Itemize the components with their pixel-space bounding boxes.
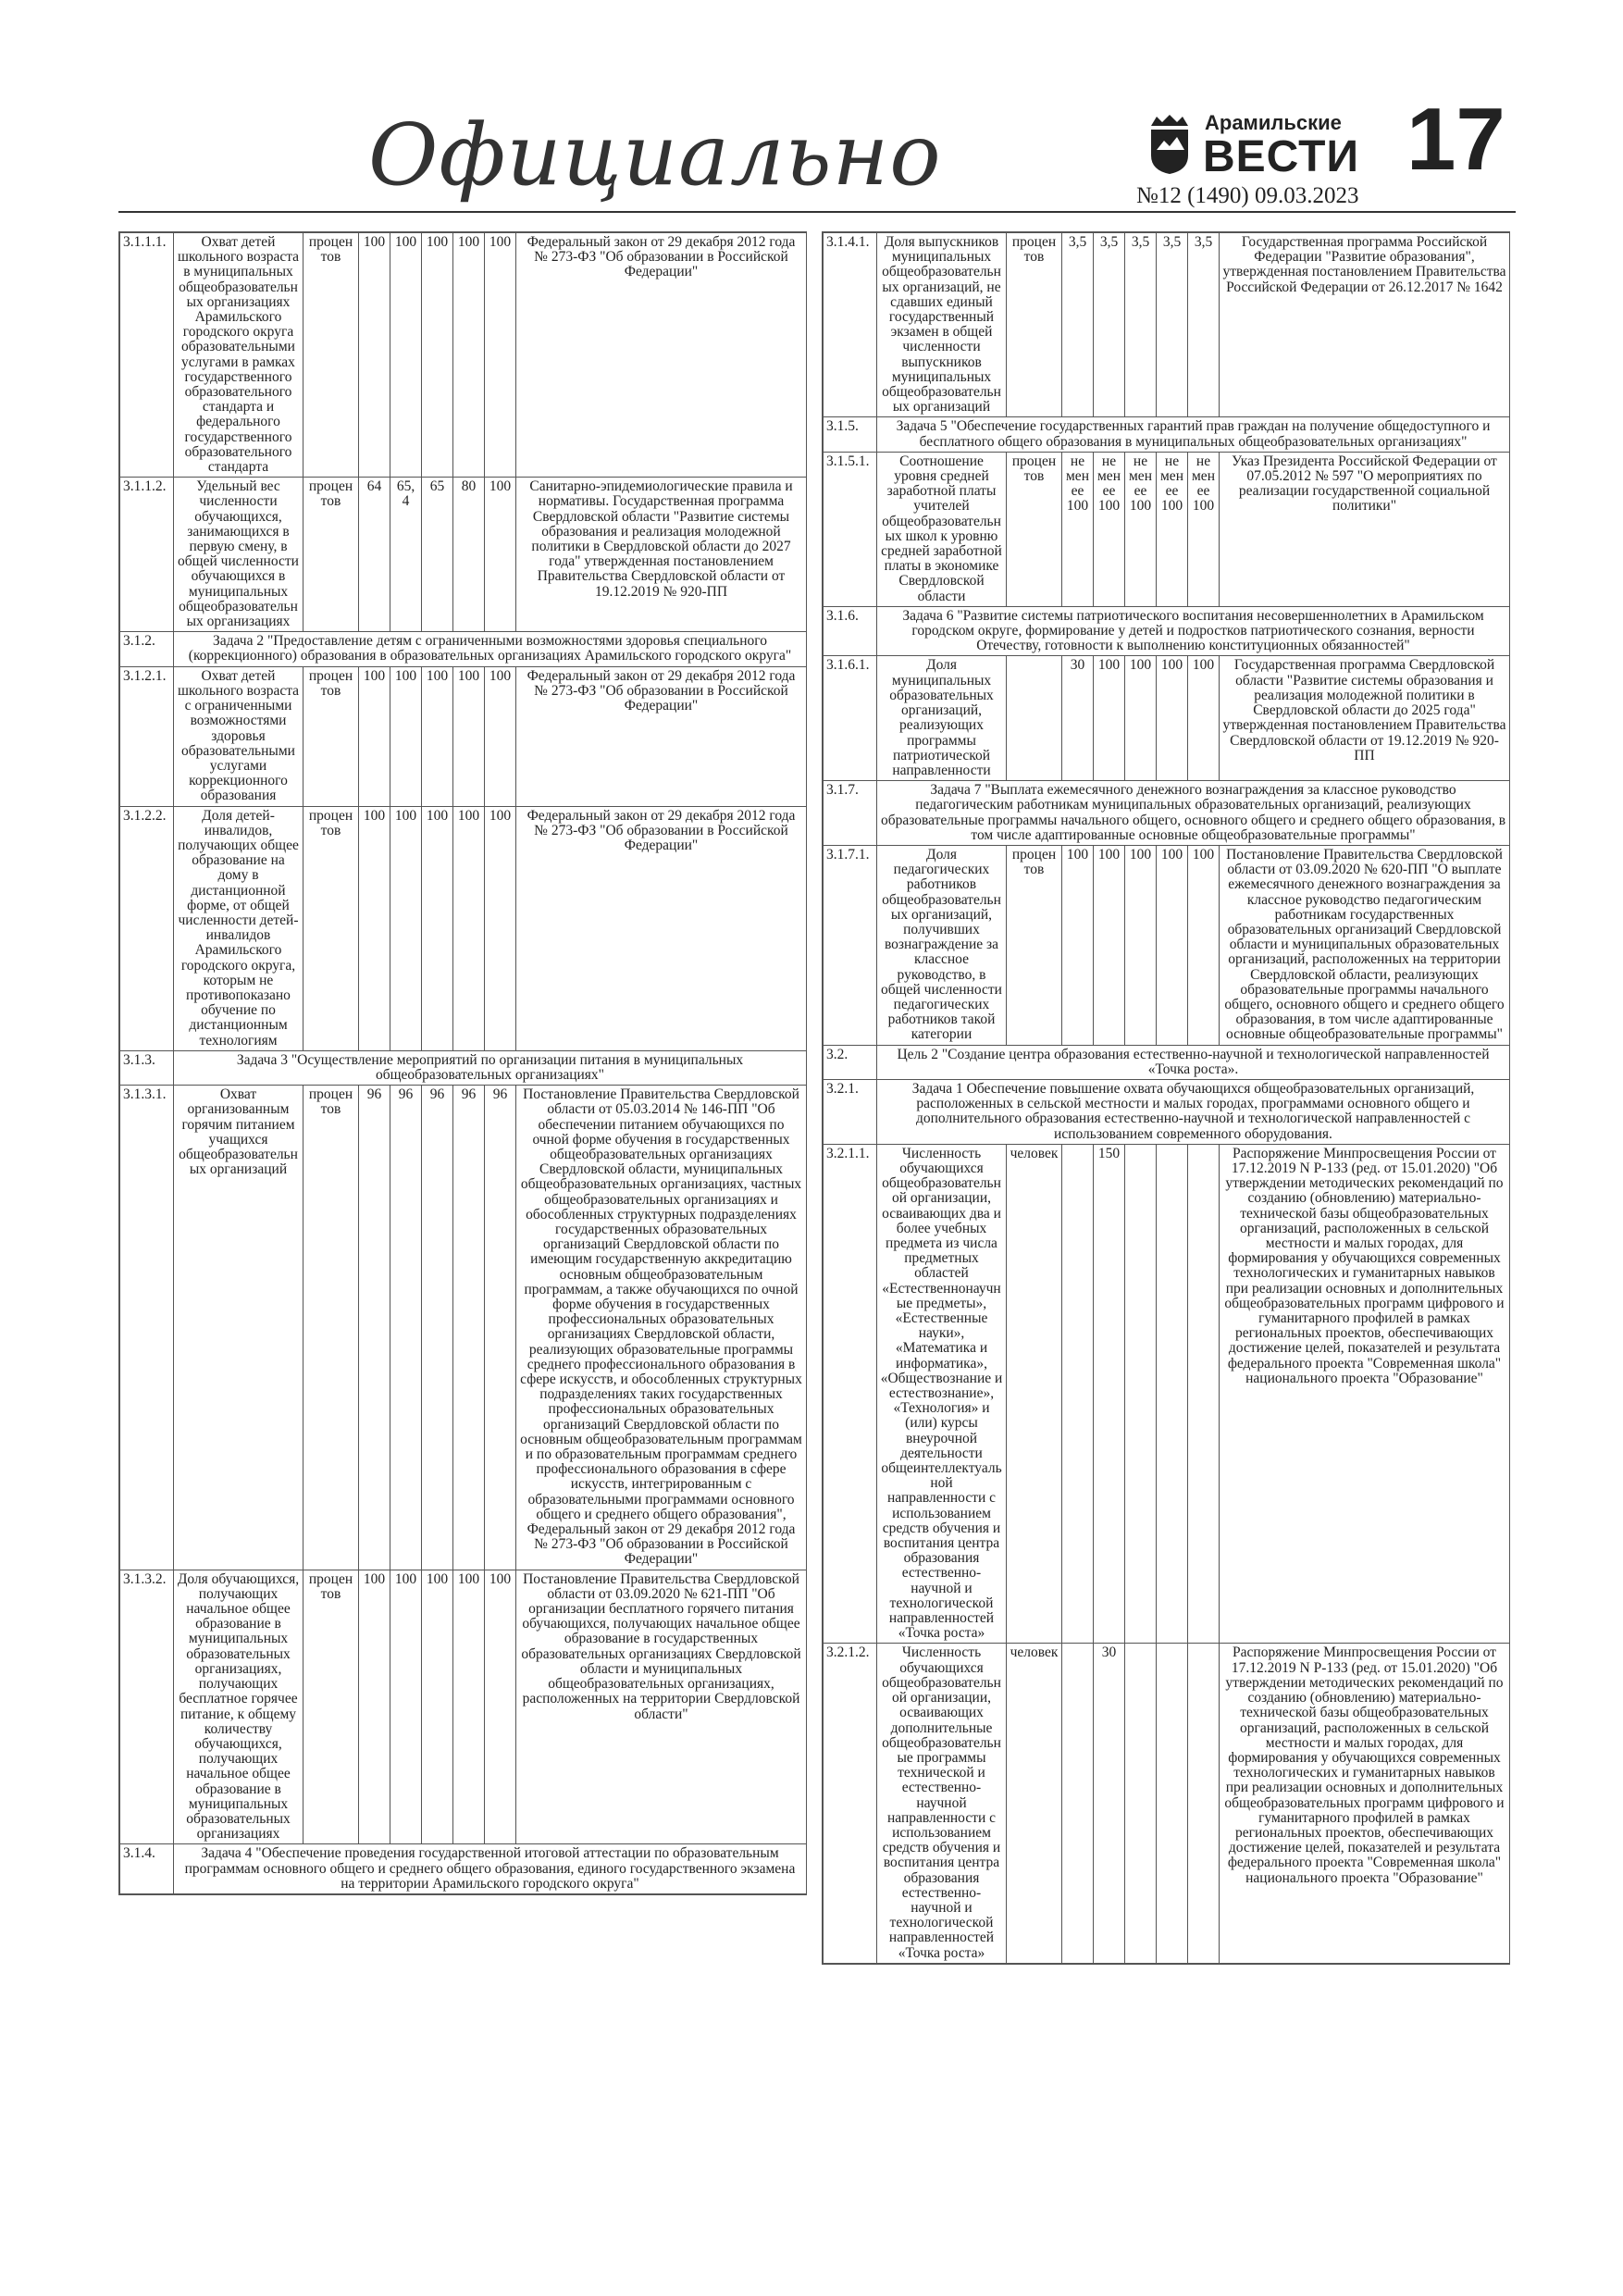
issue-info: №12 (1490) 09.03.2023 [1136,183,1359,208]
row-number: 3.1.7.1. [824,845,877,1045]
task-text: Задача 4 "Обеспечение проведения государственной итоговой аттестации по образовательным программам основного общего и среднего общего образования, единого государственного экзамена на территории Арамильского городского округа" [174,1844,807,1894]
right-table [822,231,1510,1965]
value-cell: 100 [485,666,516,806]
table-row [120,806,807,1050]
value-cell: 64 [359,478,390,632]
value-cell: 100 [453,806,485,1050]
value-cell: 100 [422,806,453,1050]
row-number: 3.1.5. [824,417,877,452]
row-number: 3.1.2.1. [120,666,174,806]
value-cell: 100 [359,666,390,806]
value-cell: 100 [422,1570,453,1844]
indicator-name: Охват детей школьного возраста в муниципальных общеобразовательных организациях Арамильского городского округа образовательными услугами в рамках государственного образовательного стандарта и федерального государственного образовательного стандарта [174,233,304,478]
value-cell: 100 [485,233,516,478]
indicator-name: Численность обучающихся общеобразовательной организации, осваивающих два и более учебных предмета из числа предметных областей «Естественнонаучные предметы», «Естественные науки», «Математика и информатика», «Обществознание и естествознание», «Технология» и (или) курсы внеурочной деятельности общеинтеллектуальной направленности с использованием средств обучения и воспитания центра образования естественно-научной и технологической направленностей «Точка роста» [877,1144,1007,1644]
table-row [824,452,1510,606]
indicator-name: Соотношение уровня средней заработной платы учителей общеобразовательных школ к уровню средней заработной платы в экономике Свердловской области [877,452,1007,606]
table-row [824,656,1510,781]
value-cell: 96 [485,1086,516,1570]
value-cell: 100 [1157,656,1188,781]
value-cell: 100 [485,1570,516,1844]
value-cell: не менее 100 [1062,452,1094,606]
value-cell [1062,1144,1094,1644]
value-cell [1125,1144,1157,1644]
row-number: 3.1.2.2. [120,806,174,1050]
logo-big-text: ВЕСТИ [1203,132,1359,181]
row-number: 3.1.6.1. [824,656,877,781]
unit-cell: человек [1007,1644,1062,1963]
value-cell: 3,5 [1094,233,1125,417]
source-cell: Указ Президента Российской Федерации от 07.05.2012 № 597 "О мероприятиях по реализации государственной социальной политики" [1220,452,1510,606]
value-cell: 100 [453,233,485,478]
page-header [118,89,1516,209]
table-row [120,233,807,478]
source-cell: Распоряжение Минпросвещения России от 17.12.2019 N Р-133 (ред. от 15.01.2020) "Об утверждении методических рекомендаций по созданию (обновлению) материально-технической базы общеобразовательных организаций, расположенных в сельской местности и малых городах, для формирования у обучающихся современных технологических и гуманитарных навыков при реализации основных и дополнительных общеобразовательных программ цифрового и гуманитарного профилей в рамках региональных проектов, обеспечивающих достижение целей, показателей и результата федерального проекта "Современная школа" национального проекта "Образование" [1220,1644,1510,1963]
value-cell: не менее 100 [1094,452,1125,606]
table-row [120,666,807,806]
source-cell: Государственная программа Российской Федерации "Развитие образования", утвержденная постановлением Правительства Российской Федерации от 26.12.2017 № 1642 [1220,233,1510,417]
value-cell: 3,5 [1157,233,1188,417]
table-row [824,845,1510,1045]
task-text: Цель 2 "Создание центра образования естественно-научной и технологической направленностей «Точка роста». [877,1045,1510,1079]
value-cell: 100 [390,1570,422,1844]
value-cell: 100 [1062,845,1094,1045]
unit-cell: процентов [1007,452,1062,606]
row-number: 3.2.1.1. [824,1144,877,1644]
table-row [824,233,1510,417]
indicator-name: Доля педагогических работников общеобразовательных организаций, получивших вознаграждение за классное руководство, в общей численности педагогических работников такой категории [877,845,1007,1045]
table-row [120,1570,807,1844]
value-cell: 100 [1094,845,1125,1045]
section-title: Официально [368,105,942,205]
value-cell: 3,5 [1188,233,1220,417]
source-cell: Постановление Правительства Свердловской области от 03.09.2020 № 621-ПП "Об организации бесплатного горячего питания обучающихся, получающих начальное общее образование в государственных образовательных организациях Свердловской области и муниципальных общеобразовательных организациях, расположенных на территории Свердловской области" [516,1570,807,1844]
task-row [120,1844,807,1894]
source-cell: Федеральный закон от 29 декабря 2012 года № 273-ФЗ "Об образовании в Российской Федерации" [516,233,807,478]
source-cell: Федеральный закон от 29 декабря 2012 года № 273-ФЗ "Об образовании в Российской Федерации" [516,666,807,806]
unit-cell: человек [1007,1144,1062,1644]
source-cell: Государственная программа Свердловской области "Развитие системы образования и реализация молодежной политики в Свердловской области до 2025 года" утвержденная постановлением Правительства Свердловской области от 19.12.2019 № 920-ПП [1220,656,1510,781]
row-number: 3.1.3.1. [120,1086,174,1570]
value-cell [1188,1144,1220,1644]
row-number: 3.1.3.2. [120,1570,174,1844]
value-cell: не менее 100 [1157,452,1188,606]
value-cell: 30 [1062,656,1094,781]
value-cell [1157,1144,1188,1644]
unit-cell: процентов [304,666,359,806]
indicator-name: Доля детей-инвалидов, получающих общее образование на дому в дистанционной форме, от общей численности детей-инвалидов Арамильского городского округа, которым не противопоказано обучение по дистанционным технологиям [174,806,304,1050]
source-cell: Постановление Правительства Свердловской области от 05.03.2014 № 146-ПП "Об обеспечении питанием обучающихся по очной форме обучения в государственных общеобразовательных организациях Свердловской области, муниципальных общеобразовательных организациях, частных общеобразовательных организациях и обособленных структурных подразделениях государственных образовательных организаций Свердловской области по имеющим государственную аккредитацию основным общеобразовательным программам, а также обучающихся по очной форме обучения в государственных профессиональных образовательных организациях Свердловской области, реализующих образовательные программы среднего профессионального образования в сфере искусств, и обособленных структурных подразделениях таких государственных профессиональных образовательных организаций Свердловской области по основным общеобразовательным программам и по образовательным программам среднего профессионального образования в сфере искусств, интегрированным с образовательными программами основного общего и среднего общего образования", Федеральный закон от 29 декабря 2012 года № 273-ФЗ "Об образовании в Российской Федерации" [516,1086,807,1570]
indicator-name: Численность обучающихся общеобразовательной организации, осваивающих дополнительные общеобразовательные программы технической и естественно-научной направленности с использованием средств обучения и воспитания центра образования естественно-научной и технологической направленностей «Точка роста» [877,1644,1007,1963]
unit-cell: процентов [304,1086,359,1570]
source-cell: Санитарно-эпидемиологические правила и нормативы. Государственная программа Свердловской области "Развитие системы образования и реализация молодежной политики в Свердловской области до 2027 года" утвержденная постановлением Правительства Свердловской области от 19.12.2019 № 920-ПП [516,478,807,632]
unit-cell [1007,656,1062,781]
value-cell: не менее 100 [1125,452,1157,606]
row-number: 3.1.4.1. [824,233,877,417]
logo-small-text: Арамильские [1205,111,1342,134]
value-cell: 100 [1125,845,1157,1045]
unit-cell: процентов [1007,233,1062,417]
row-number: 3.1.4. [120,1844,174,1894]
source-cell: Распоряжение Минпросвещения России от 17.12.2019 N Р-133 (ред. от 15.01.2020) "Об утверждении методических рекомендаций по созданию (обновлению) материально-технической базы общеобразовательных организаций, расположенных в сельской местности и малых городах, для формирования у обучающихся современных технологических и гуманитарных навыков при реализации основных и дополнительных общеобразовательных программ цифрового и гуманитарного профилей в рамках региональных проектов, обеспечивающих достижение целей, показателей и результата федерального проекта "Современная школа" национального проекта "Образование" [1220,1144,1510,1644]
source-cell: Постановление Правительства Свердловской области от 03.09.2020 № 620-ПП "О выплате ежемесячного денежного вознаграждения за классное руководство педагогическим работникам государственных образовательных организаций Свердловской области и муниципальных образовательных организаций, расположенных на территории Свердловской области, реализующих образовательные программы начального общего, основного общего и среднего общего образования, в том числе адаптированные основные общеобразовательные программы" [1220,845,1510,1045]
value-cell: 100 [1188,845,1220,1045]
task-row [824,1079,1510,1144]
value-cell: 100 [1188,656,1220,781]
row-number: 3.1.5.1. [824,452,877,606]
value-cell: 100 [485,806,516,1050]
row-number: 3.1.6. [824,606,877,656]
row-number: 3.2. [824,1045,877,1079]
value-cell: 100 [359,233,390,478]
value-cell [1125,1644,1157,1963]
unit-cell: процентов [304,478,359,632]
indicator-name: Доля муниципальных образовательных организаций, реализующих программы патриотической направленности [877,656,1007,781]
value-cell: 100 [390,666,422,806]
header-rule [118,211,1516,213]
task-text: Задача 1 Обеспечение повышение охвата обучающихся общеобразовательных организаций, расположенных в сельской местности и малых городах, программами основного общего и дополнительного образования естественно-научной и технологической направленностей с использованием современного оборудования. [877,1079,1510,1144]
value-cell: 96 [359,1086,390,1570]
value-cell: 100 [359,806,390,1050]
task-row [824,606,1510,656]
row-number: 3.1.2. [120,632,174,666]
value-cell: 30 [1094,1644,1125,1963]
value-cell: 96 [390,1086,422,1570]
coat-of-arms-icon [1147,113,1192,176]
task-row [824,781,1510,846]
indicator-name: Удельный вес численности обучающихся, занимающихся в первую смену, в общей численности обучающихся в муниципальных общеобразовательных организациях [174,478,304,632]
row-number: 3.1.1.2. [120,478,174,632]
row-number: 3.1.3. [120,1050,174,1085]
task-text: Задача 3 "Осуществление мероприятий по организации питания в муниципальных общеобразовательных организациях" [174,1050,807,1085]
value-cell: 100 [422,233,453,478]
indicator-name: Доля обучающихся, получающих начальное общее образование в муниципальных образовательных организациях, получающих бесплатное горячее питание, к общему количеству обучающихся, получающих начальное общее образование в муниципальных образовательных организациях [174,1570,304,1844]
value-cell: 96 [422,1086,453,1570]
value-cell [1157,1644,1188,1963]
value-cell: 100 [390,233,422,478]
table-row [120,478,807,632]
unit-cell: процентов [304,233,359,478]
value-cell: 65,4 [390,478,422,632]
left-table [118,231,807,1895]
table-row [824,1644,1510,1963]
value-cell: 65 [422,478,453,632]
value-cell: 100 [1094,656,1125,781]
task-text: Задача 7 "Выплата ежемесячного денежного вознаграждения за классное руководство педагогическим работникам муниципальных образовательных организаций, реализующих образовательные программы начального общего, основного общего и среднего общего образования, в том числе адаптированные основные общеобразовательные программы" [877,781,1510,846]
table-row [824,1144,1510,1644]
value-cell: 100 [422,666,453,806]
row-number: 3.2.1. [824,1079,877,1144]
value-cell: 100 [390,806,422,1050]
row-number: 3.2.1.2. [824,1644,877,1963]
value-cell: 3,5 [1062,233,1094,417]
task-row [824,417,1510,452]
row-number: 3.1.1.1. [120,233,174,478]
value-cell: 150 [1094,1144,1125,1644]
value-cell: 100 [485,478,516,632]
source-cell: Федеральный закон от 29 декабря 2012 года № 273-ФЗ "Об образовании в Российской Федерации" [516,806,807,1050]
value-cell: 80 [453,478,485,632]
value-cell: 100 [1125,656,1157,781]
value-cell: 100 [453,1570,485,1844]
value-cell: 100 [1157,845,1188,1045]
indicator-name: Охват организованным горячим питанием учащихся общеобразовательных организаций [174,1086,304,1570]
table-row [120,1086,807,1570]
task-text: Задача 6 "Развитие системы патриотического воспитания несовершеннолетних в Арамильском городском округе, формирование у детей и подростков патриотического сознания, верности Отечеству, готовности к выполнению конституционных обязанностей" [877,606,1510,656]
unit-cell: процентов [304,806,359,1050]
value-cell [1188,1644,1220,1963]
row-number: 3.1.7. [824,781,877,846]
value-cell: не менее 100 [1188,452,1220,606]
page-number: 17 [1406,90,1505,189]
value-cell: 100 [453,666,485,806]
indicator-name: Охват детей школьного возраста с ограниченными возможностями здоровья образовательными услугами коррекционного образования [174,666,304,806]
value-cell: 96 [453,1086,485,1570]
value-cell [1062,1644,1094,1963]
task-text: Задача 5 "Обеспечение государственных гарантий прав граждан на получение общедоступного и бесплатного общего образования в муниципальных общеобразовательных организациях" [877,417,1510,452]
value-cell: 100 [359,1570,390,1844]
value-cell: 3,5 [1125,233,1157,417]
unit-cell: процентов [1007,845,1062,1045]
task-row [120,1050,807,1085]
newspaper-logo [1147,107,1359,181]
indicator-name: Доля выпускников муниципальных общеобразовательных организаций, не сдавших единый государственный экзамен в общей численности выпускников муниципальных общеобразовательных организаций [877,233,1007,417]
task-text: Задача 2 "Предоставление детям с ограниченными возможностями здоровья специального (коррекционного) образования в образовательных организациях Арамильского городского округа" [174,632,807,666]
task-row [120,632,807,666]
task-row [824,1045,1510,1079]
unit-cell: процентов [304,1570,359,1844]
